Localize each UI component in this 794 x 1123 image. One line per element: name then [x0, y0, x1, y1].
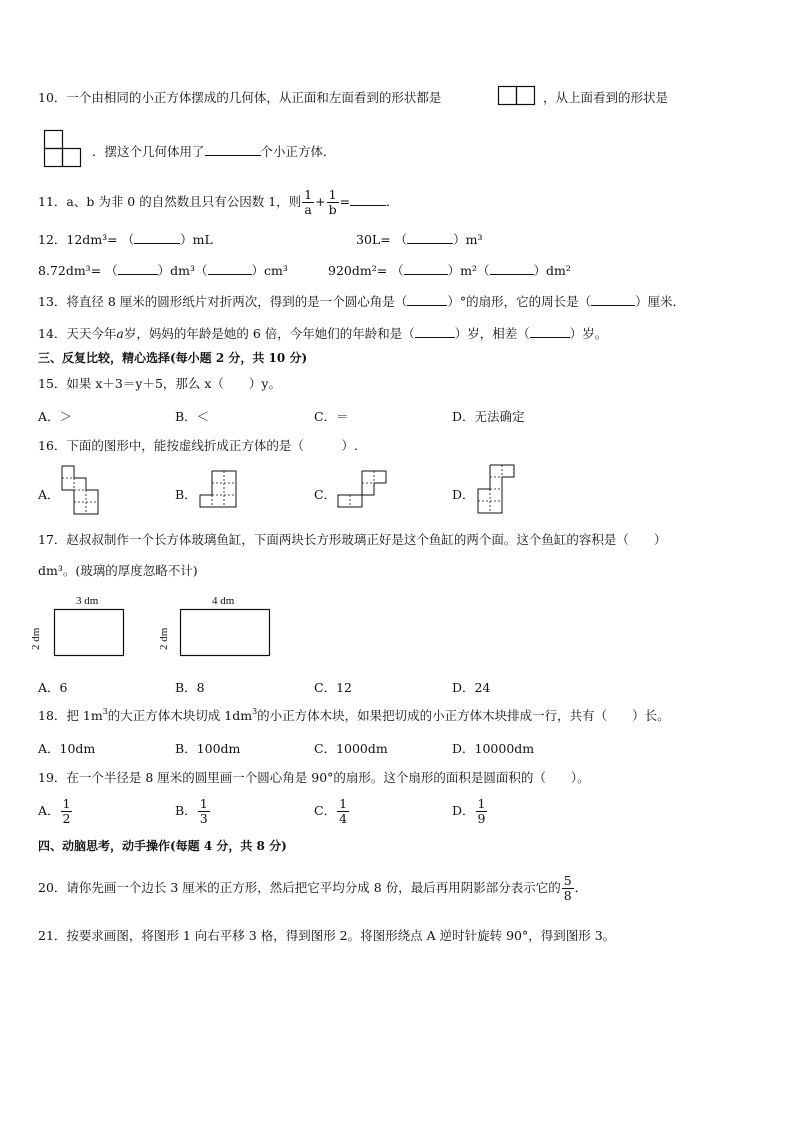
q11 [38, 188, 399, 217]
q12-text: ）m³ [453, 232, 483, 247]
q12-text: ）dm² [533, 263, 571, 278]
top-view-figure [44, 130, 84, 170]
q18-text: 的大正方体木块切成 1dm [107, 708, 253, 723]
frac-den: b [328, 202, 337, 217]
q16-option-a[interactable]: A． [38, 487, 60, 502]
q17-option-c[interactable]: C．12 [314, 680, 352, 695]
option-label: C． [314, 803, 337, 818]
q12-row1-right [356, 230, 483, 248]
q16-option-d[interactable]: D． [452, 487, 475, 502]
q12-text: 12．12dm³= （ [38, 232, 135, 247]
q16-option-b[interactable]: B． [175, 487, 197, 502]
q13-text: 13．将直径 8 厘米的圆形纸片对折两次，得到的是一个圆心角是（ [38, 294, 408, 309]
frac-num: 5 [563, 873, 572, 888]
q17-option-a[interactable]: A．6 [38, 680, 68, 695]
option-label: B． [175, 803, 197, 818]
q10-blank[interactable] [205, 142, 261, 156]
rect1-height-label: 2 dm [30, 627, 42, 650]
rect2-width-label: 4 dm [212, 595, 235, 607]
q14-blank-1[interactable] [415, 324, 455, 338]
q17-stem-2: dm³。(玻璃的厚度忽略不计) [38, 563, 198, 578]
frac-den: 4 [339, 811, 348, 826]
q10-line1b [543, 90, 668, 106]
frac-num: 1 [339, 796, 348, 811]
q12-text: 8.72dm³= （ [38, 263, 118, 278]
q13 [38, 292, 685, 310]
frac-num: 1 [327, 188, 339, 203]
q10-text-1: 10．一个由相同的小正方体摆成的几何体，从正面和左面看到的形状都是 [38, 90, 442, 105]
rect1-width-label: 3 dm [76, 595, 99, 607]
q15-stem: 15．如果 x＋3＝y＋5，那么 x（ ）y。 [38, 376, 281, 391]
frac-den: 2 [62, 811, 71, 826]
q10-text-2: ，从上面看到的形状是 [543, 90, 669, 105]
q12-text: ）cm³ [251, 263, 288, 278]
q12-text: ）m²（ [447, 263, 490, 278]
q17-stem-1: 17．赵叔叔制作一个长方体玻璃鱼缸，下面两块长方形玻璃正好是这个鱼缸的两个面。这个鱼缸的容积是（ ） [38, 532, 667, 547]
q12-blank-6[interactable] [490, 261, 534, 275]
fraction [61, 797, 73, 826]
frac-num: 1 [199, 796, 208, 811]
option-label: A． [38, 803, 60, 818]
q13-blank-2[interactable] [591, 292, 635, 306]
q14-text: 岁，妈妈的年龄是她的 6 倍，今年她们的年龄和是（ [123, 326, 415, 341]
fraction [337, 797, 349, 826]
q12-text: ）dm³（ [157, 263, 208, 278]
q18-option-d[interactable]: D．10000dm [452, 741, 535, 756]
cube-net-a[interactable] [62, 466, 102, 520]
q12-blank-3[interactable] [118, 261, 158, 275]
section-3-heading: 三、反复比较，精心选择(每小题 2 分，共 10 分) [38, 351, 308, 365]
fraction [198, 797, 210, 826]
frac-den: 8 [563, 888, 572, 903]
q12-row2-left [38, 261, 288, 279]
cube-net-c[interactable] [338, 471, 388, 513]
q16-stem: 16．下面的图形中，能按虚线折成正方体的是（ ）. [38, 438, 358, 453]
q19-stem: 19．在一个半径是 8 厘米的圆里画一个圆心角是 90°的扇形。这个扇形的面积是圆面积的（ ）。 [38, 770, 590, 785]
q18-option-c[interactable]: C．1000dm [314, 741, 388, 756]
frac-num: 1 [304, 187, 313, 202]
q14 [38, 324, 607, 342]
q10-text-3: ．摆这个几何体用了 [92, 144, 205, 159]
glass-rect-2 [180, 609, 272, 657]
plus-sign: + [315, 194, 326, 209]
q14-text: ）岁，相差（ [454, 326, 530, 341]
q20-fraction [562, 874, 574, 903]
q12-row2-right [328, 261, 571, 279]
q15-option-d[interactable]: D．无法确定 [452, 409, 525, 424]
q13-blank-1[interactable] [407, 292, 447, 306]
q11-end: ． [386, 194, 399, 209]
frac-den: 3 [199, 811, 208, 826]
q10-text-4: 个小正方体． [260, 144, 336, 159]
q10-line1 [38, 90, 441, 106]
q13-text: ）厘米． [635, 294, 686, 309]
q12-text: 30L= （ [356, 232, 408, 247]
frac-den: a [304, 202, 312, 217]
q20-text: 20．请你先画一个边长 3 厘米的正方形，然后把它平均分成 8 份，最后再用阴影部分表示它的 [38, 880, 561, 895]
q11-blank[interactable] [350, 192, 386, 206]
front-left-view-figure [498, 86, 538, 106]
q11-text: 11．a、b 为非 0 的自然数且只有公因数 1，则 [38, 194, 302, 209]
q12-blank-2[interactable] [407, 230, 453, 244]
q15-option-a[interactable]: A．＞ [38, 409, 73, 424]
fraction [476, 797, 488, 826]
q15-option-c[interactable]: C．＝ [314, 409, 349, 424]
variable-a: a [116, 326, 124, 341]
q12-text: 920dm²= （ [328, 263, 404, 278]
option-label: D． [452, 803, 475, 818]
q14-blank-2[interactable] [530, 324, 570, 338]
superscript: 3 [252, 707, 258, 716]
q21: 21．按要求画图，将图形 1 向右平移 3 格，得到图形 2。将图形绕点 A 逆时针旋转 90°，得到图形 3。 [38, 928, 616, 943]
q11-fraction-a [302, 188, 314, 217]
superscript: 3 [102, 707, 108, 716]
q10-line2 [92, 142, 336, 160]
q20-end: ． [574, 880, 588, 895]
q15-option-b[interactable]: B．＜ [175, 409, 210, 424]
cube-net-d[interactable] [478, 465, 518, 519]
q20 [38, 874, 587, 903]
q18-option-a[interactable]: A．10dm [38, 741, 96, 756]
frac-num: 1 [477, 796, 486, 811]
rect2-height-label: 2 dm [158, 627, 170, 650]
q17-option-d[interactable]: D．24 [452, 680, 491, 695]
q12-row1-left [38, 230, 213, 248]
q12-blank-4[interactable] [208, 261, 252, 275]
q16-option-c[interactable]: C． [314, 487, 337, 502]
q18-option-b[interactable]: B．100dm [175, 741, 241, 756]
frac-den: 9 [477, 811, 486, 826]
equals-sign: = [339, 194, 351, 209]
q19-option-d[interactable] [452, 797, 488, 826]
q18-text: 18．把 1m [38, 708, 103, 723]
cube-net-b[interactable] [200, 471, 240, 511]
q19-option-a[interactable] [38, 797, 73, 826]
q14-text: 14．天天今年 [38, 326, 117, 341]
q17-option-b[interactable]: B．8 [175, 680, 205, 695]
q18-stem [38, 708, 670, 724]
q19-option-c[interactable] [314, 797, 350, 826]
q18-text: 的小正方体木块，如果把切成的小正方体木块排成一行，共有（ ）长。 [257, 708, 670, 723]
q14-text: ）岁。 [569, 326, 608, 341]
q11-fraction-b [327, 188, 339, 217]
q12-text: ）mL [180, 232, 213, 247]
glass-rect-1 [54, 609, 126, 657]
q12-blank-5[interactable] [404, 261, 448, 275]
section-4-heading: 四、动脑思考，动手操作(每题 4 分，共 8 分) [38, 839, 287, 853]
frac-num: 1 [62, 796, 71, 811]
q13-text: ）°的扇形，它的周长是（ [447, 294, 592, 309]
q12-blank-1[interactable] [134, 230, 180, 244]
q19-option-b[interactable] [175, 797, 211, 826]
